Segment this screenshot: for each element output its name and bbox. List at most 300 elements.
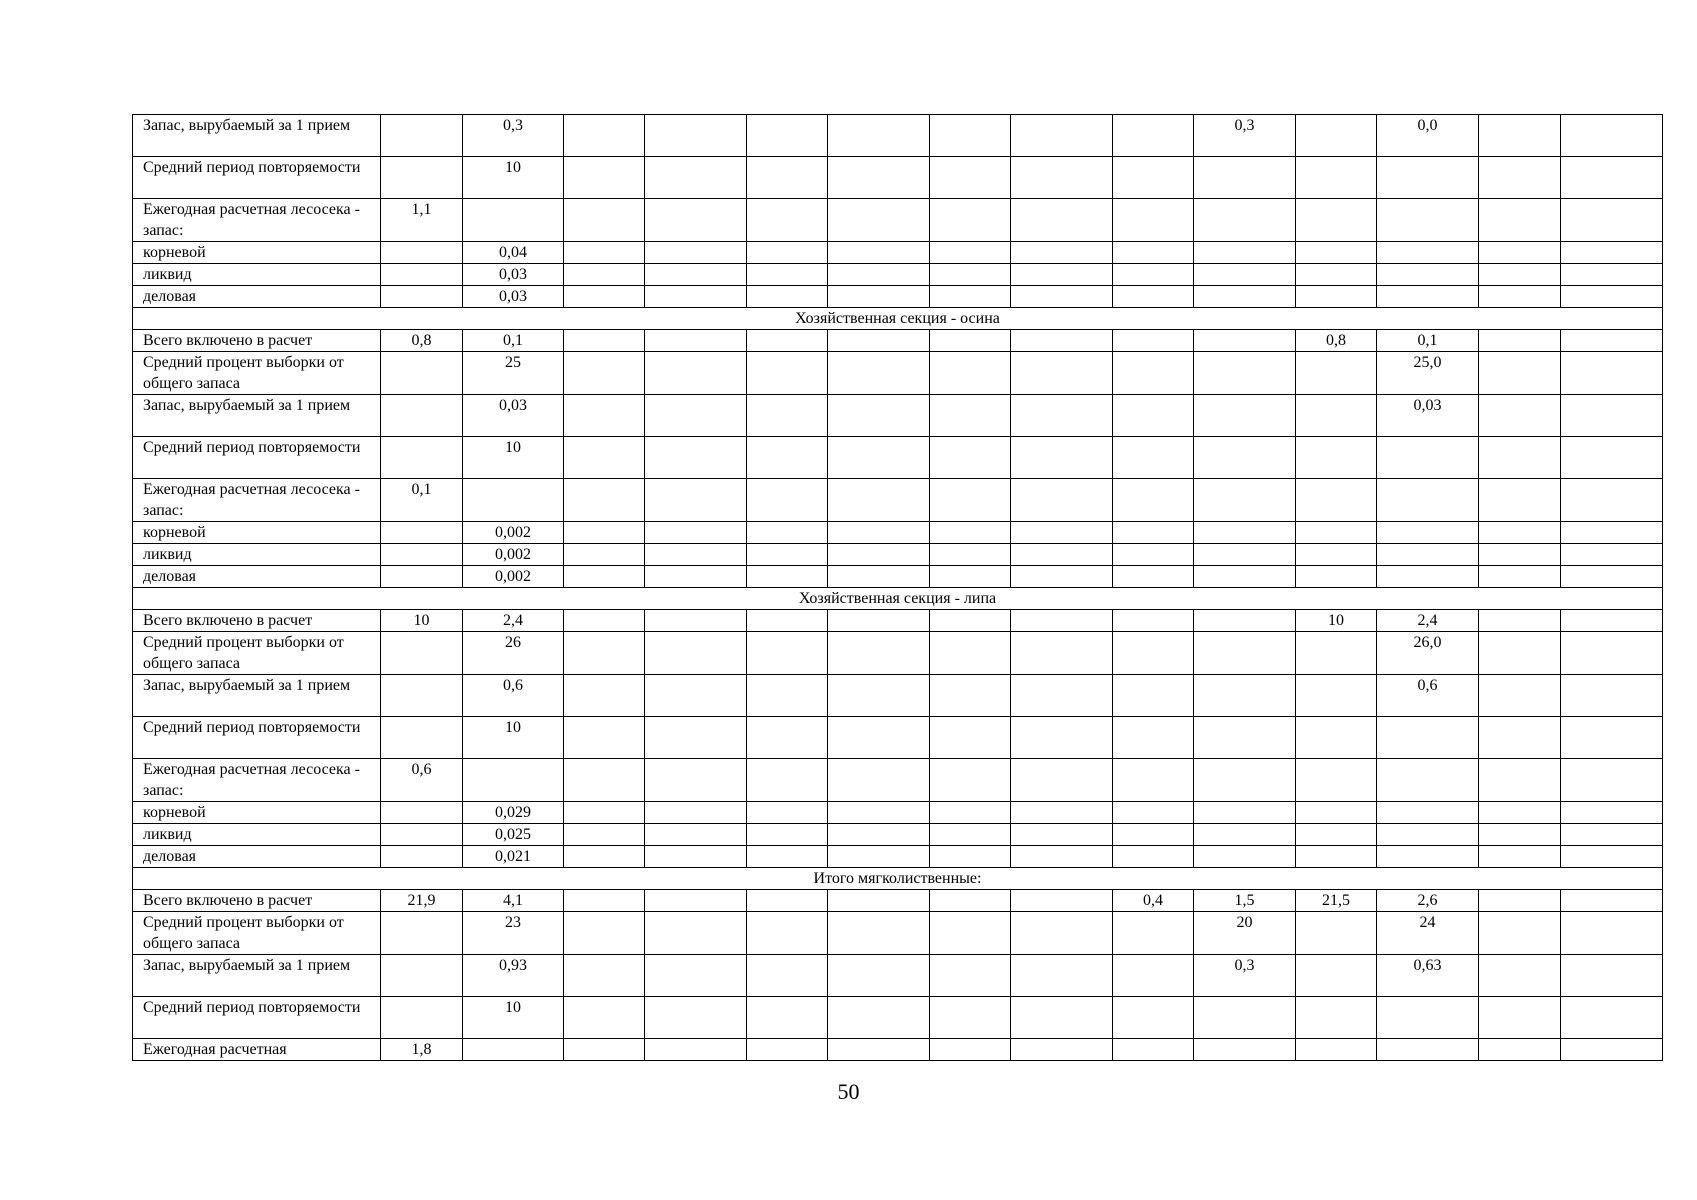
table-cell [747, 632, 828, 675]
table-cell [930, 479, 1011, 522]
table-cell [1113, 157, 1194, 199]
table-cell [828, 912, 930, 955]
table-cell [1479, 824, 1561, 846]
table-cell [1296, 352, 1377, 395]
table-cell [645, 286, 747, 308]
table-row [133, 264, 1663, 286]
table-cell [1296, 479, 1377, 522]
table-cell [930, 846, 1011, 868]
table-cell [645, 997, 747, 1039]
table-cell [1479, 199, 1561, 242]
table-cell [930, 395, 1011, 437]
table-cell [747, 675, 828, 717]
table-cell [1011, 522, 1113, 544]
table-row [133, 955, 1663, 997]
table-cell [1479, 566, 1561, 588]
table-cell [1194, 544, 1296, 566]
table-cell [1479, 157, 1561, 199]
table-cell [828, 802, 930, 824]
table-cell [1194, 632, 1296, 675]
table-cell [747, 912, 828, 955]
table-cell [645, 199, 747, 242]
table-cell [381, 115, 463, 157]
table-cell [1011, 675, 1113, 717]
table-cell [828, 955, 930, 997]
table-cell [1561, 242, 1663, 264]
table-cell [1479, 352, 1561, 395]
table-cell [828, 890, 930, 912]
table-cell [564, 395, 645, 437]
table-cell [1194, 242, 1296, 264]
table-cell [1011, 199, 1113, 242]
table-cell [747, 330, 828, 352]
table-cell [1561, 955, 1663, 997]
table-cell [1377, 824, 1479, 846]
table-cell [645, 717, 747, 759]
table-cell: 0,8 [1296, 330, 1377, 352]
table-row [133, 846, 1663, 868]
table-cell [828, 157, 930, 199]
table-cell [1377, 479, 1479, 522]
table-row [133, 890, 1663, 912]
table-cell [1479, 544, 1561, 566]
table-cell [1479, 264, 1561, 286]
table-cell [1479, 286, 1561, 308]
table-cell [1296, 566, 1377, 588]
row-label: Запас, вырубаемый за 1 прием [133, 675, 381, 717]
table-cell [828, 824, 930, 846]
table-cell: 10 [463, 157, 564, 199]
table-cell [1296, 846, 1377, 868]
table-cell [1194, 802, 1296, 824]
table-cell [930, 242, 1011, 264]
table-cell: 20 [1194, 912, 1296, 955]
table-cell [645, 890, 747, 912]
table-cell [747, 437, 828, 479]
table-cell [463, 199, 564, 242]
table-cell [930, 890, 1011, 912]
table-cell: 10 [381, 610, 463, 632]
table-row [133, 997, 1663, 1039]
table-cell [747, 264, 828, 286]
table-cell [1479, 632, 1561, 675]
table-cell [381, 632, 463, 675]
table-cell [645, 802, 747, 824]
table-cell [1011, 824, 1113, 846]
table-row [133, 759, 1663, 802]
table-cell [645, 352, 747, 395]
table-cell [564, 997, 645, 1039]
table-cell [645, 824, 747, 846]
table-cell [930, 675, 1011, 717]
table-cell [930, 330, 1011, 352]
table-cell [564, 759, 645, 802]
table-cell [1194, 566, 1296, 588]
table-cell [564, 955, 645, 997]
table-cell [564, 717, 645, 759]
table-cell [1011, 479, 1113, 522]
table-cell [645, 330, 747, 352]
table-cell [564, 479, 645, 522]
table-cell [1479, 997, 1561, 1039]
table-cell [1377, 544, 1479, 566]
row-label: Запас, вырубаемый за 1 прием [133, 395, 381, 437]
table-cell: 21,9 [381, 890, 463, 912]
table-cell [747, 824, 828, 846]
table-cell [828, 632, 930, 675]
table-row [133, 544, 1663, 566]
table-cell [564, 846, 645, 868]
table-cell [1561, 824, 1663, 846]
table-cell [645, 544, 747, 566]
section-header: Хозяйственная секция - липа [133, 588, 1663, 610]
table-cell [1011, 890, 1113, 912]
table-cell: 0,03 [1377, 395, 1479, 437]
table-cell: 0,03 [463, 264, 564, 286]
table-cell [1011, 717, 1113, 759]
table-cell [645, 566, 747, 588]
row-label: Ежегодная расчетная лесосека - запас: [133, 759, 381, 802]
table-cell [564, 890, 645, 912]
table-row [133, 199, 1663, 242]
table-cell [828, 242, 930, 264]
table-cell [1296, 522, 1377, 544]
table-cell [1296, 242, 1377, 264]
table-cell [645, 242, 747, 264]
table-cell [1561, 759, 1663, 802]
table-cell [930, 544, 1011, 566]
table-cell [930, 1039, 1011, 1061]
table-cell [1561, 330, 1663, 352]
table-cell [1011, 437, 1113, 479]
table-cell: 0,6 [1377, 675, 1479, 717]
row-label: деловая [133, 286, 381, 308]
table-cell [1377, 199, 1479, 242]
table-cell: 0,93 [463, 955, 564, 997]
table-cell [1561, 479, 1663, 522]
row-label: ликвид [133, 264, 381, 286]
table-row [133, 115, 1663, 157]
table-cell [930, 115, 1011, 157]
table-row [133, 352, 1663, 395]
table-cell: 2,6 [1377, 890, 1479, 912]
table-cell [1113, 802, 1194, 824]
table-cell [1194, 395, 1296, 437]
table-cell [1011, 566, 1113, 588]
table-cell [645, 115, 747, 157]
table-cell [645, 522, 747, 544]
table-cell [1113, 352, 1194, 395]
section-header: Хозяйственная секция - осина [133, 308, 1663, 330]
table-cell [1479, 846, 1561, 868]
table-cell [828, 846, 930, 868]
table-cell [381, 286, 463, 308]
table-cell [1113, 824, 1194, 846]
table-cell: 10 [463, 717, 564, 759]
table-cell: 0,002 [463, 522, 564, 544]
table-cell [1296, 802, 1377, 824]
page-number: 50 [837, 1079, 860, 1104]
table-cell [930, 955, 1011, 997]
section-header-row [133, 588, 1663, 610]
table-cell [564, 286, 645, 308]
table-cell: 10 [463, 437, 564, 479]
table-cell: 0,025 [463, 824, 564, 846]
table-cell [1011, 264, 1113, 286]
table-cell [1296, 264, 1377, 286]
table-cell [1377, 157, 1479, 199]
table-cell [381, 675, 463, 717]
table-cell [1296, 199, 1377, 242]
table-cell [1296, 997, 1377, 1039]
table-cell [747, 199, 828, 242]
table-cell [1296, 675, 1377, 717]
table-cell [1377, 522, 1479, 544]
table-cell [381, 522, 463, 544]
table-cell [1011, 242, 1113, 264]
table-row [133, 330, 1663, 352]
table-cell [1194, 264, 1296, 286]
table-cell [463, 759, 564, 802]
row-label: Всего включено в расчет [133, 330, 381, 352]
table-cell [1011, 632, 1113, 675]
table-cell [747, 352, 828, 395]
table-cell [1296, 955, 1377, 997]
table-cell [1194, 157, 1296, 199]
row-label: деловая [133, 846, 381, 868]
table-cell [1561, 437, 1663, 479]
table-cell [828, 437, 930, 479]
table-cell [828, 566, 930, 588]
table-row [133, 395, 1663, 437]
table-cell [1561, 610, 1663, 632]
table-cell [828, 717, 930, 759]
table-cell [1479, 912, 1561, 955]
table-cell [1377, 242, 1479, 264]
table-cell [1561, 912, 1663, 955]
table-cell: 0,1 [463, 330, 564, 352]
table-cell [747, 566, 828, 588]
table-cell [1113, 199, 1194, 242]
table-cell [1194, 437, 1296, 479]
table-cell [1479, 759, 1561, 802]
table-cell [930, 522, 1011, 544]
table-row [133, 157, 1663, 199]
table-cell [1561, 890, 1663, 912]
table-cell [930, 802, 1011, 824]
row-label: Средний процент выборки от общего запаса [133, 912, 381, 955]
table-row [133, 566, 1663, 588]
row-label: Ежегодная расчетная [133, 1039, 381, 1061]
table-cell [645, 955, 747, 997]
table-cell [645, 1039, 747, 1061]
table-cell [1194, 522, 1296, 544]
table-cell [645, 264, 747, 286]
table-cell [381, 157, 463, 199]
table-cell [1194, 675, 1296, 717]
row-label: корневой [133, 802, 381, 824]
table-cell: 0,6 [381, 759, 463, 802]
row-label: Средний период повторяемости [133, 717, 381, 759]
table-cell: 0,1 [1377, 330, 1479, 352]
table-cell [1479, 242, 1561, 264]
table-cell [1113, 1039, 1194, 1061]
table-cell [1194, 717, 1296, 759]
table-cell [930, 352, 1011, 395]
table-cell [564, 264, 645, 286]
table-cell: 23 [463, 912, 564, 955]
table-cell [828, 997, 930, 1039]
table-cell [747, 610, 828, 632]
table-cell [645, 479, 747, 522]
table-cell [564, 1039, 645, 1061]
table-cell [1296, 1039, 1377, 1061]
table-cell [564, 522, 645, 544]
table-cell [1561, 395, 1663, 437]
table-cell [1011, 846, 1113, 868]
table-cell [1194, 1039, 1296, 1061]
table-cell [645, 395, 747, 437]
table-cell [828, 395, 930, 437]
table-cell [930, 717, 1011, 759]
table-cell [1113, 264, 1194, 286]
table-cell [1561, 846, 1663, 868]
table-cell [381, 395, 463, 437]
table-cell: 10 [463, 997, 564, 1039]
table-cell [1011, 352, 1113, 395]
table-cell [381, 824, 463, 846]
table-cell [564, 802, 645, 824]
table-cell [564, 199, 645, 242]
table-cell [1113, 522, 1194, 544]
table-cell [564, 632, 645, 675]
table-row [133, 912, 1663, 955]
table-cell [1479, 955, 1561, 997]
table-row [133, 522, 1663, 544]
table-cell [1377, 286, 1479, 308]
table-cell [1113, 437, 1194, 479]
table-cell [747, 157, 828, 199]
table-cell: 0,03 [463, 395, 564, 437]
table-cell: 1,5 [1194, 890, 1296, 912]
table-cell [1561, 199, 1663, 242]
table-cell: 0,3 [1194, 115, 1296, 157]
table-cell [381, 566, 463, 588]
table-cell [930, 610, 1011, 632]
table-cell [1561, 1039, 1663, 1061]
table-cell [1561, 544, 1663, 566]
table-cell [645, 632, 747, 675]
table-cell [381, 352, 463, 395]
table-cell [1296, 544, 1377, 566]
table-cell [645, 157, 747, 199]
table-cell [1377, 846, 1479, 868]
table-cell [828, 675, 930, 717]
table-cell [381, 544, 463, 566]
table-cell [564, 352, 645, 395]
table-cell [1194, 846, 1296, 868]
table-cell [1113, 566, 1194, 588]
table-cell: 0,63 [1377, 955, 1479, 997]
table-cell [747, 395, 828, 437]
row-label: корневой [133, 242, 381, 264]
table-cell [1479, 610, 1561, 632]
table-cell: 0,03 [463, 286, 564, 308]
table-cell [381, 717, 463, 759]
table-cell [1113, 286, 1194, 308]
table-cell [828, 1039, 930, 1061]
table-cell [1194, 330, 1296, 352]
table-cell [1479, 675, 1561, 717]
table-cell [564, 566, 645, 588]
table-cell [645, 437, 747, 479]
table-cell [1113, 544, 1194, 566]
table-cell [1113, 997, 1194, 1039]
row-label: Средний период повторяемости [133, 437, 381, 479]
table-cell [381, 437, 463, 479]
table-cell [1011, 286, 1113, 308]
table-cell [1377, 717, 1479, 759]
table-cell [930, 286, 1011, 308]
table-cell: 1,1 [381, 199, 463, 242]
table-cell [1377, 997, 1479, 1039]
table-cell [930, 997, 1011, 1039]
table-cell [1113, 395, 1194, 437]
table-cell [1561, 286, 1663, 308]
table-cell [747, 242, 828, 264]
table-cell [1296, 632, 1377, 675]
section-header: Итого мягколиственные: [133, 868, 1663, 890]
table-cell [1377, 802, 1479, 824]
table-cell [564, 610, 645, 632]
section-header-row [133, 308, 1663, 330]
table-cell: 24 [1377, 912, 1479, 955]
table-row [133, 479, 1663, 522]
row-label: Ежегодная расчетная лесосека - запас: [133, 199, 381, 242]
row-label: ликвид [133, 544, 381, 566]
table-cell [930, 566, 1011, 588]
table-cell [1561, 997, 1663, 1039]
table-cell [564, 824, 645, 846]
table-cell [1296, 717, 1377, 759]
table-cell [930, 759, 1011, 802]
table-cell [381, 264, 463, 286]
table-cell [1194, 199, 1296, 242]
table-cell [1113, 675, 1194, 717]
table-cell [1011, 802, 1113, 824]
row-label: деловая [133, 566, 381, 588]
table-cell [1296, 395, 1377, 437]
table-cell [1479, 717, 1561, 759]
table-cell [1377, 759, 1479, 802]
table-cell [1011, 330, 1113, 352]
table-cell [747, 955, 828, 997]
table-cell [564, 330, 645, 352]
table-cell [747, 522, 828, 544]
table-cell [1194, 997, 1296, 1039]
table-cell [930, 824, 1011, 846]
table-cell [381, 846, 463, 868]
table-cell: 2,4 [463, 610, 564, 632]
table-cell [1561, 115, 1663, 157]
table-cell [1296, 115, 1377, 157]
table-cell [828, 286, 930, 308]
table-cell [1011, 955, 1113, 997]
table-cell [1113, 242, 1194, 264]
table-cell: 0,3 [1194, 955, 1296, 997]
table-cell [1561, 566, 1663, 588]
table-cell [747, 115, 828, 157]
